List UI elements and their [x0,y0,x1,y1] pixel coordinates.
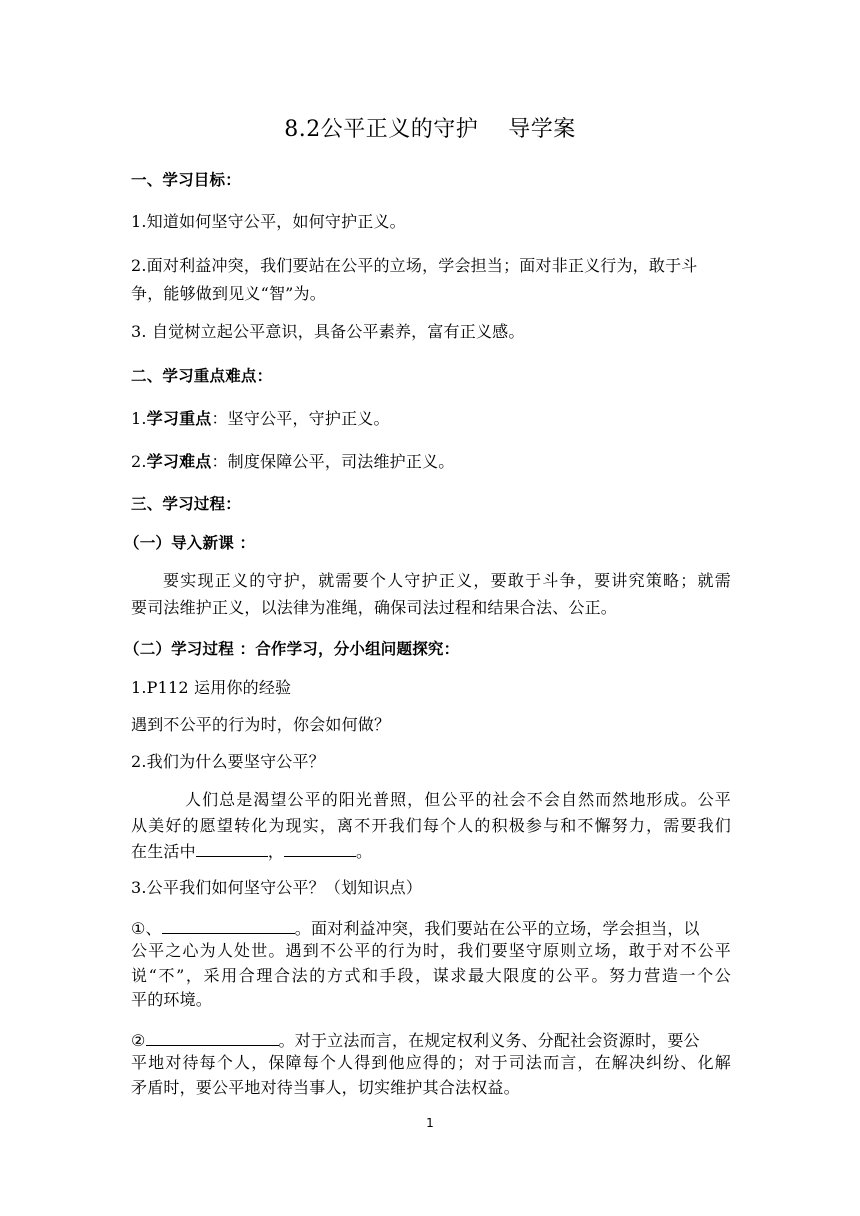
question-2-answer-line-1: 人们总是渴望公平的阳光普照，但公平的社会不会自然而然地形成。公平 [185,790,731,809]
subsection-heading-process: （二）学习过程 ：合作学习，分小组问题探究： [124,640,460,658]
question-3-title: 3.公平我们如何坚守公平？（划知识点） [131,878,423,897]
objective-item-1: 1.知道如何坚守公平，如何守护正义。 [131,212,406,231]
key-point-text: ：坚守公平，守护正义。 [211,409,390,428]
point-1-line-1 [131,917,731,939]
objective-item-2-line-1: 2.面对利益冲突，我们要站在公平的立场，学会担当；面对非正义行为，敢于斗 [131,256,698,275]
difficulty-prefix: 2. [131,452,147,471]
question-2-answer-line-3-start: 在生活中 [131,842,196,861]
difficulty-label: 学习难点 [146,452,212,471]
question-2-title: 2.我们为什么要坚守公平？ [131,752,325,771]
question-1-title: 1.P112 运用你的经验 [131,678,292,697]
key-point-line [131,409,390,429]
point-2-line-1 [131,1029,731,1051]
question-1-text: 遇到不公平的行为时，你会如何做？ [131,715,391,734]
question-2-answer-line-2: 从美好的愿望转化为现实，离不开我们每个人的积极参与和不懈努力，需要我们 [131,816,731,835]
point-1-line-3: 说“不”，采用合理合法的方式和手段，谋求最大限度的公平。努力营造一个公 [131,966,731,985]
title-sub: 导学案 [508,117,576,142]
point-2-marker: ② [131,1031,146,1050]
point-1-line-1-rest: 。面对利益冲突，我们要站在公平的立场，学会担当，以 [294,919,700,938]
page-number: 1 [426,1116,434,1130]
subsection-heading-intro: （一）导入新课 ： [124,534,256,552]
fill-blank-4[interactable] [146,1029,279,1046]
point-2-line-2: 平地对待每个人，保障每个人得到他应得的；对于司法而言，在解决纠纷、化解 [131,1053,731,1072]
fill-blank-2[interactable] [284,840,356,857]
intro-paragraph-line-1: 要实现正义的守护，就需要个人守护正义，要敢于斗争，要讲究策略；就需 [163,571,731,590]
fill-blank-3[interactable] [162,917,295,934]
section-heading-process: 三、学习过程： [131,495,241,513]
question-2-answer-line-3 [131,840,372,862]
title-main: 8.2公平正义的守护 [284,117,479,142]
key-point-prefix: 1. [131,409,147,428]
point-2-line-3: 矛盾时，要公平地对待当事人，切实维护其合法权益。 [131,1078,520,1097]
difficulty-line [131,452,455,472]
intro-paragraph-line-2: 要司法维护正义，以法律为准绳，确保司法过程和结果合法、公正。 [131,598,618,617]
point-1-marker: ①、 [131,919,162,938]
key-point-label: 学习重点 [146,409,212,428]
point-1-line-2: 公平之心为人处世。遇到不公平的行为时，我们要坚守原则立场，敢于对不公平 [131,941,731,960]
section-heading-objectives: 一、学习目标： [131,171,241,189]
difficulty-text: ：制度保障公平，司法维护正义。 [211,452,455,471]
objective-item-3: 3. 自觉树立起公平意识，具备公平素养，富有正义感。 [131,322,525,341]
fill-blank-1[interactable] [196,840,268,857]
question-2-answer-end: 。 [356,842,373,861]
question-2-answer-separator: ， [267,842,285,861]
objective-item-2-line-2: 争，能够做到见义“智”为。 [131,284,326,303]
section-heading-key-points: 二、学习重点难点： [131,367,273,385]
page-title [0,116,860,144]
point-2-line-1-rest: 。对于立法而言，在规定权利义务、分配社会资源时，要公 [278,1031,700,1050]
point-1-line-4: 平的环境。 [131,990,213,1009]
